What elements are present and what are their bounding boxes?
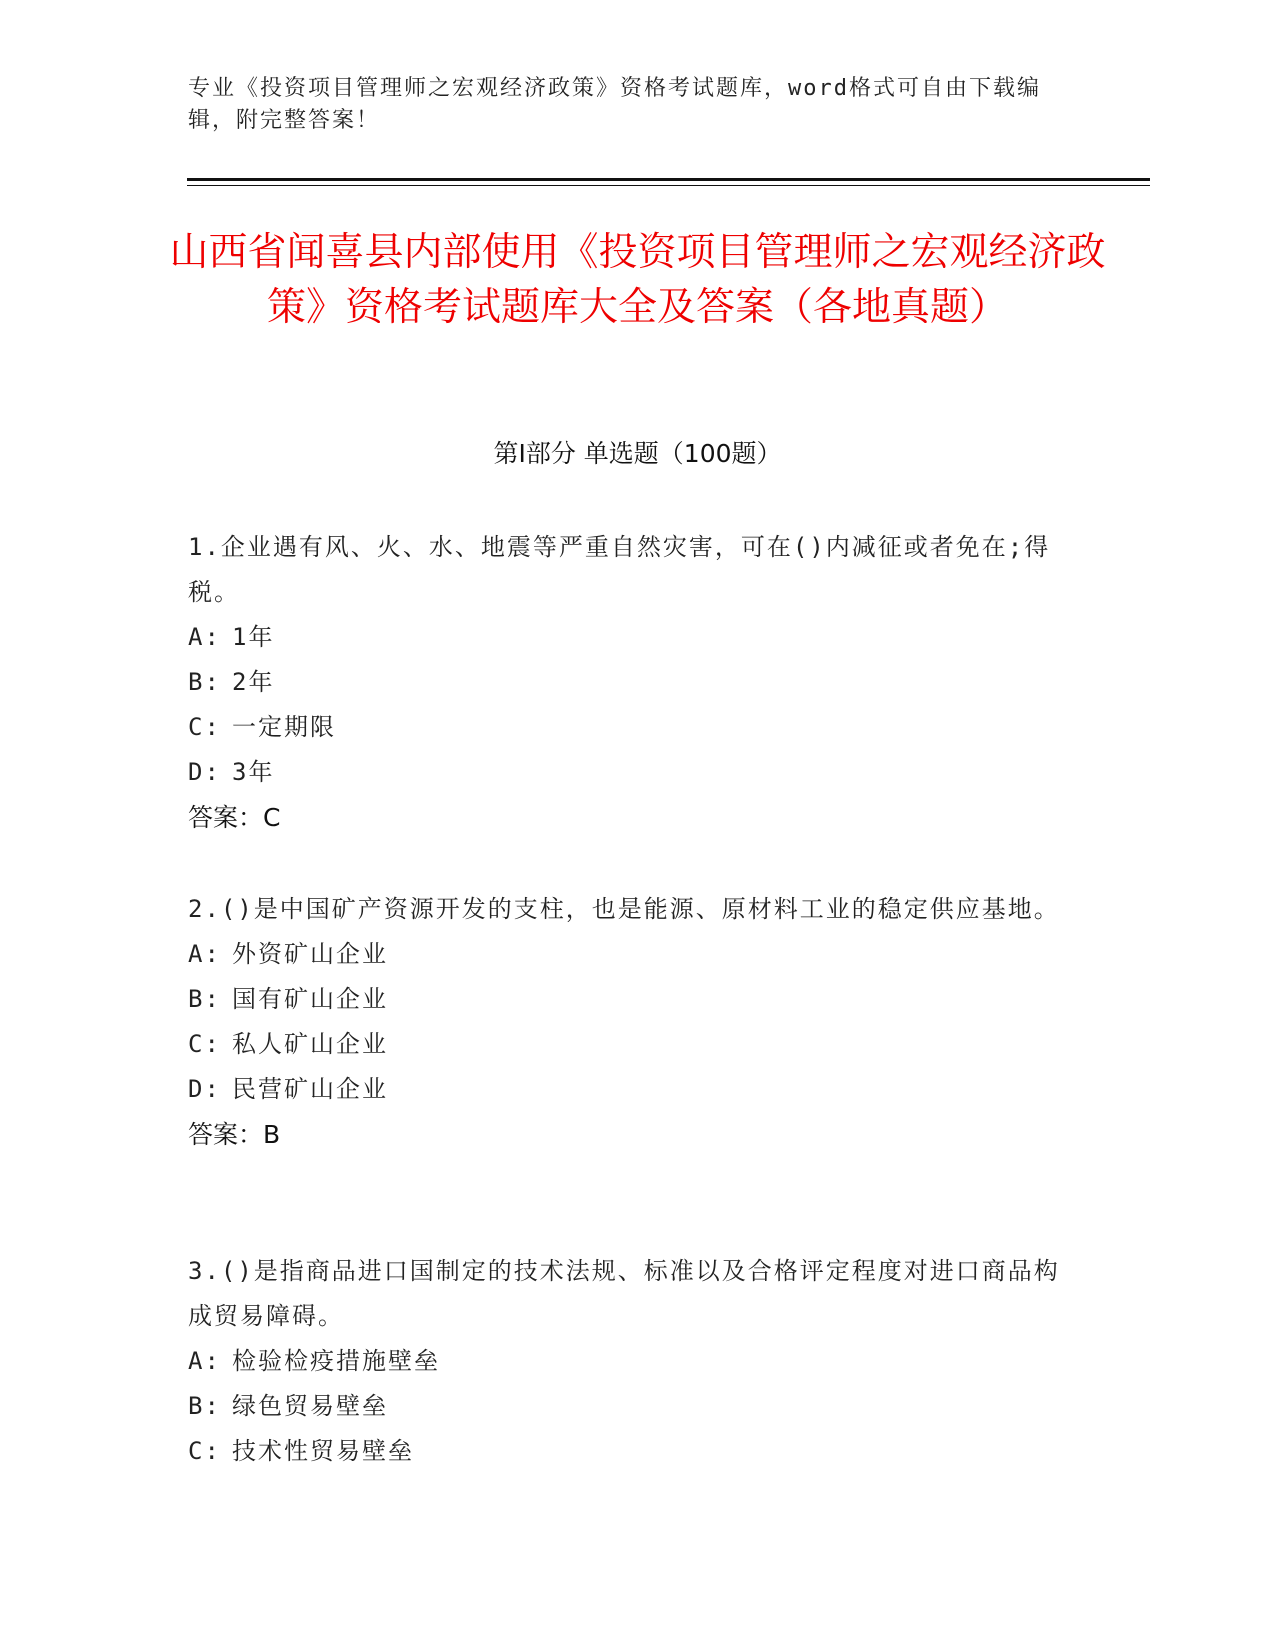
option-b [188, 660, 1068, 705]
option-text: 国有矿山企业 [232, 985, 388, 1013]
option-text: 技术性贸易壁垒 [232, 1437, 414, 1465]
option-text: 民营矿山企业 [232, 1075, 388, 1103]
option-c [188, 705, 1068, 750]
option-key: C: [188, 1437, 221, 1465]
option-key: C: [188, 1030, 221, 1058]
option-key: B: [188, 985, 221, 1013]
answer: 答案：B [188, 1120, 281, 1149]
option-a [188, 615, 1068, 660]
question-2 [188, 887, 1068, 1157]
question-stem: 1.企业遇有风、火、水、地震等严重自然灾害，可在()内减征或者免在;得税。 [188, 533, 1051, 606]
option-key: B: [188, 668, 221, 696]
option-c [188, 1022, 1068, 1067]
option-a [188, 1339, 1068, 1384]
option-key: A: [188, 940, 221, 968]
option-text: 外资矿山企业 [232, 940, 388, 968]
question-stem: 3.()是指商品进口国制定的技术法规、标准以及合格评定程度对进口商品构成贸易障碍。 [188, 1257, 1060, 1330]
option-key: A: [188, 623, 221, 651]
question-3 [188, 1249, 1068, 1474]
option-b [188, 1384, 1068, 1429]
option-text: 私人矿山企业 [232, 1030, 388, 1058]
option-a [188, 932, 1068, 977]
option-c [188, 1429, 1068, 1474]
section-heading: 第Ⅰ部分 单选题（100题） [493, 439, 782, 468]
header-rule-thin [187, 185, 1150, 186]
option-key: C: [188, 713, 221, 741]
option-key: D: [188, 1075, 221, 1103]
header-rule-thick [187, 178, 1150, 181]
option-b [188, 977, 1068, 1022]
option-d [188, 750, 1068, 795]
option-key: D: [188, 758, 221, 786]
answer: 答案：C [188, 803, 281, 832]
option-d [188, 1067, 1068, 1112]
option-text: 绿色贸易壁垒 [232, 1392, 388, 1420]
option-text: 2年 [232, 668, 275, 696]
question-1 [188, 525, 1068, 840]
question-stem: 2.()是中国矿产资源开发的支柱，也是能源、原材料工业的稳定供应基地。 [188, 895, 1060, 923]
option-text: 检验检疫措施壁垒 [232, 1347, 440, 1375]
document-title: 山西省闻喜县内部使用《投资项目管理师之宏观经济政策》资格考试题库大全及答案（各地真题） [169, 230, 1106, 330]
option-key: B: [188, 1392, 221, 1420]
header-note: 专业《投资项目管理师之宏观经济政策》资格考试题库，word格式可自由下载编辑，附完整答案！ [188, 76, 1041, 133]
option-text: 一定期限 [232, 713, 336, 741]
option-text: 1年 [232, 623, 275, 651]
option-key: A: [188, 1347, 221, 1375]
option-text: 3年 [232, 758, 275, 786]
